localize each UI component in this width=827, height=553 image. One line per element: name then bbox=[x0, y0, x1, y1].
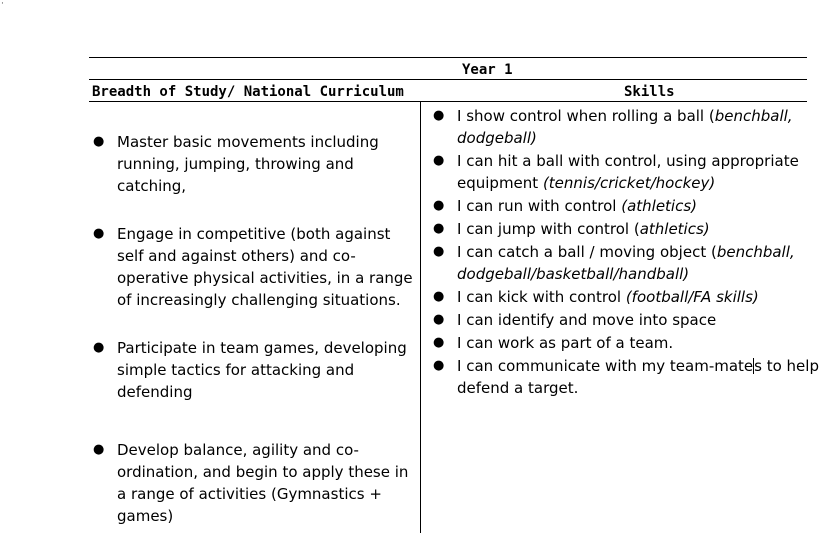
bullet-icon: ● bbox=[433, 108, 445, 123]
year-row-divider bbox=[89, 79, 807, 80]
bullet-icon: ● bbox=[433, 335, 445, 350]
curriculum-item: ● Participate in team games, developing simple tactics for attacking and defending bbox=[93, 339, 407, 401]
skill-item: ● I can kick with control (football/FA skills) bbox=[433, 288, 759, 306]
year-title: Year 1 bbox=[462, 62, 513, 78]
column-divider bbox=[420, 101, 421, 533]
skill-item: ● I can catch a ball / moving object (benchball, dodgeball/basketball/handball) bbox=[433, 243, 795, 283]
curriculum-item: ● Master basic movements including running, jumping, throwing and catching, bbox=[93, 133, 379, 195]
skills-list bbox=[433, 105, 827, 400]
curriculum-list bbox=[93, 131, 417, 553]
skills-column-header: Skills bbox=[624, 84, 675, 100]
header-row-divider bbox=[89, 101, 807, 102]
skill-item: ● I can hit a ball with control, using appropriate equipment (tennis/cricket/hockey) bbox=[433, 152, 799, 192]
bullet-icon: ● bbox=[433, 153, 445, 168]
table-top-border bbox=[89, 57, 807, 58]
curriculum-column-header: Breadth of Study/ National Curriculum bbox=[92, 84, 404, 100]
curriculum-item: ● Develop balance, agility and co-ordination, and begin to apply these in a range of activities (Gymnastics + games) bbox=[93, 441, 409, 525]
bullet-icon: ● bbox=[93, 134, 105, 149]
skill-item: ● I can jump with control (athletics) bbox=[433, 220, 710, 238]
bullet-icon: ● bbox=[433, 312, 445, 327]
corner-mark: · bbox=[1, 0, 4, 9]
bullet-icon: ● bbox=[433, 358, 445, 373]
skill-item: ● I can work as part of a team. bbox=[433, 334, 674, 352]
bullet-icon: ● bbox=[433, 198, 445, 213]
bullet-icon: ● bbox=[433, 289, 445, 304]
skill-item: ● I can identify and move into space bbox=[433, 311, 717, 329]
bullet-icon: ● bbox=[93, 226, 105, 241]
bullet-icon: ● bbox=[93, 340, 105, 355]
curriculum-item: ● Engage in competitive (both against self and against others) and co-operative physical activities, in a range of increasingly challenging situations. bbox=[93, 225, 413, 309]
bullet-icon: ● bbox=[93, 442, 105, 457]
skill-item: ● I can run with control (athletics) bbox=[433, 197, 698, 215]
skill-item: ● I can communicate with my team-mates to help defend a target. bbox=[433, 357, 819, 397]
bullet-icon: ● bbox=[433, 221, 445, 236]
bullet-icon: ● bbox=[433, 244, 445, 259]
skill-item: ● I show control when rolling a ball (benchball, dodgeball) bbox=[433, 107, 793, 147]
